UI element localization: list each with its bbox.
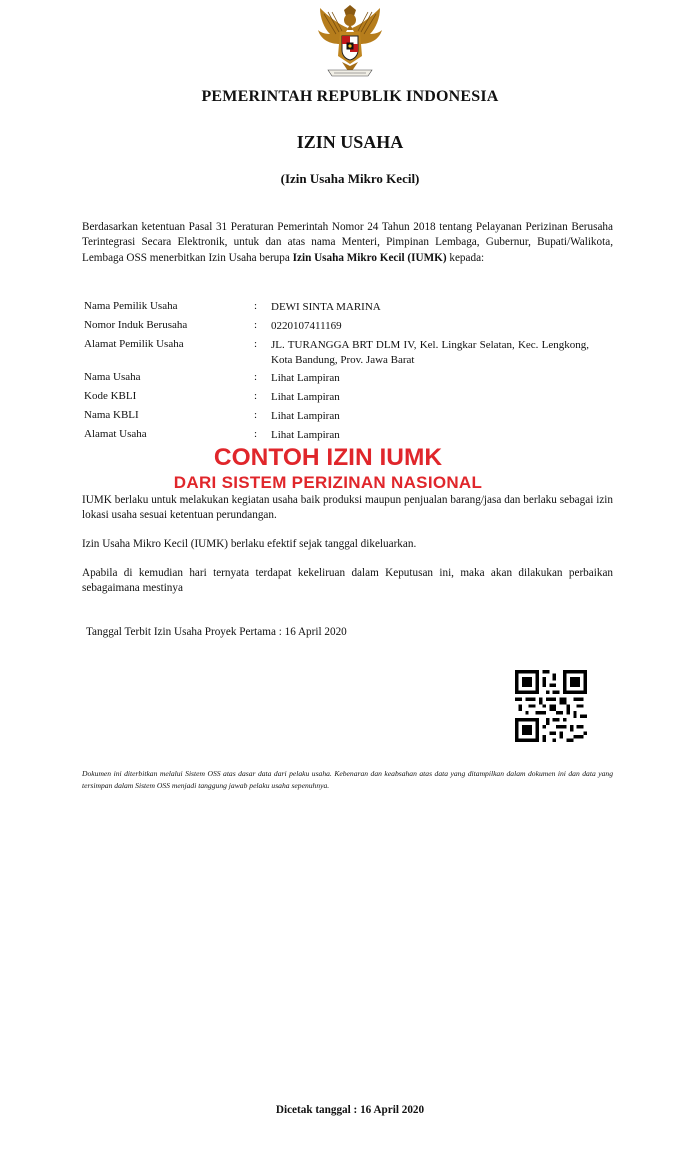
document-title: IZIN USAHA xyxy=(296,132,404,152)
intro-paragraph xyxy=(82,220,613,266)
intro-bold: Izin Usaha Mikro Kecil (IUMK) xyxy=(292,251,447,264)
field-value: Lihat Lampiran xyxy=(271,391,340,403)
field-value: JL. TURANGGA BRT DLM IV, Kel. Lingkar Selatan, Kec. Lengkong, Kota Bandung, Prov. Jawa Barat xyxy=(271,339,589,366)
field-colon: : xyxy=(254,300,258,312)
field-label: Alamat Usaha xyxy=(84,428,147,440)
printed-date: Dicetak tanggal : 16 April 2020 xyxy=(275,1104,425,1116)
qr-code-icon xyxy=(515,670,587,742)
field-colon: : xyxy=(254,338,258,350)
watermark-subtitle: DARI SISTEM PERIZINAN NASIONAL xyxy=(173,473,483,492)
document-subtitle: (Izin Usaha Mikro Kecil) xyxy=(280,171,420,186)
garuda-emblem-icon xyxy=(312,4,388,80)
field-label: Nama Pemilik Usaha xyxy=(84,300,178,312)
field-colon: : xyxy=(254,319,258,331)
field-label: Nama KBLI xyxy=(84,409,139,421)
field-colon: : xyxy=(254,409,258,421)
field-label: Alamat Pemilik Usaha xyxy=(84,338,184,350)
field-colon: : xyxy=(254,428,258,440)
field-colon: : xyxy=(254,371,258,383)
field-value: DEWI SINTA MARINA xyxy=(271,301,381,313)
intro-tail: kepada: xyxy=(446,251,485,264)
field-value: Lihat Lampiran xyxy=(271,372,340,384)
effective-paragraph: Izin Usaha Mikro Kecil (IUMK) berlaku efektif sejak tanggal dikeluarkan. xyxy=(82,538,417,550)
field-value: Lihat Lampiran xyxy=(271,410,340,422)
field-label: Kode KBLI xyxy=(84,390,137,402)
watermark-title: CONTOH IZIN IUMK xyxy=(213,444,443,471)
field-label: Nomor Induk Berusaha xyxy=(84,319,188,331)
field-value: 0220107411169 xyxy=(271,320,342,332)
field-value: Lihat Lampiran xyxy=(271,429,340,441)
disclaimer: Dokumen ini diterbitkan melalui Sistem OSS atas dasar data dari pelaku usaha. Kebenaran dan keabsahan atas data yang ditampilkan dalam dokumen ini dan data yang tersimpan dalam Sistem OSS menjadi tanggung jawab pelaku usaha sepenuhnya. xyxy=(82,769,613,790)
field-label: Nama Usaha xyxy=(84,371,141,383)
validity-paragraph: IUMK berlaku untuk melakukan kegiatan usaha baik produksi maupun penjualan barang/jasa dan berlaku sebagai izin lokasi usaha sesuai ketentuan perundangan. xyxy=(82,494,613,522)
correction-paragraph: Apabila di kemudian hari ternyata terdapat kekeliruan dalam Keputusan ini, maka akan dilakukan perbaikan sebagaimana mestinya xyxy=(82,567,613,595)
field-colon: : xyxy=(254,390,258,402)
intro-text: Berdasarkan ketentuan Pasal 31 Peraturan Pemerintah Nomor 24 Tahun 2018 tentang Pelayanan Perizinan Berusaha Terintegrasi Secara Elektronik, untuk dan atas nama Menteri, Pimpinan Lembaga, Gubernur, Bupati/Walikota, Lembaga OSS menerbitkan Izin Usaha berupa xyxy=(82,221,613,264)
government-title: PEMERINTAH REPUBLIK INDONESIA xyxy=(201,88,499,105)
issued-date: Tanggal Terbit Izin Usaha Proyek Pertama : 16 April 2020 xyxy=(86,626,347,638)
